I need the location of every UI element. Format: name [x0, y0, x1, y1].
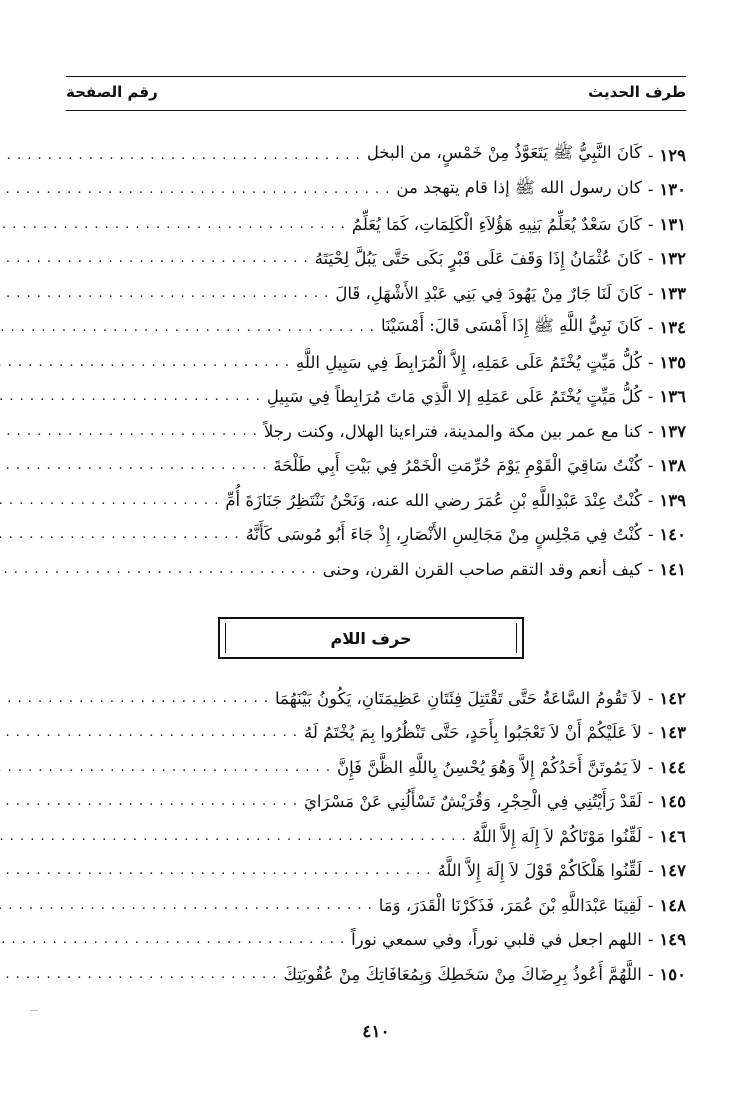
entry-leader-dots: [0, 562, 323, 577]
entry-text: كَانَ نَبِيُّ اللَّهِ ﷺ إِذَا أَمْسَى قَالَ: أَمْسَيْنَا: [380, 315, 642, 335]
entry-number: ١٤٧: [659, 861, 686, 881]
entry-leader-dots: [0, 389, 267, 404]
entry-leader-dots: [0, 182, 396, 197]
entry-text: كُلُّ مَيِّتٍ يُخْتَمُ عَلَى عَمَلِهِ، إِلاَّ الْمُرَابِطَ فِي سَبِيلِ اللَّهِ: [296, 352, 642, 372]
entry-dash: -: [647, 723, 654, 743]
entry-number: ١٤٩: [659, 930, 686, 950]
entry-text: كَانَ سَعْدٌ يُعَلِّمُ بَنِيهِ هَؤُلاَءِ الْكَلِمَاتِ، كَمَا يُعَلِّمُ: [351, 214, 642, 234]
entry-number: ١٣٨: [659, 456, 686, 476]
entry-dash: -: [647, 249, 654, 269]
header-page-number-title: رقم الصفحة: [66, 83, 158, 101]
entry-number: ١٣٦: [659, 387, 686, 407]
entry-dash: -: [647, 559, 654, 579]
entry-number: ١٢٩: [659, 145, 686, 165]
entry-text: اللهم اجعل في قلبي نوراً، وفي سمعي نوراً: [351, 930, 642, 950]
entry-number: ١٤٥: [659, 792, 686, 812]
index-entry: [66, 345, 686, 380]
entry-text: كُنْتُ سَاقِيَ الْقَوْمِ يَوْمَ حُرِّمَتِ الْخَمْرُ فِي بَيْتِ أَبِي طَلْحَةَ: [273, 456, 642, 476]
entry-text: لاَ يَمُوتَنَّ أَحَدُكُمْ إِلاَّ وَهُوَ يُحْسِنُ بِاللَّهِ الظَّنَّ فَإِنَّ: [336, 757, 642, 777]
entry-leader-dots: [0, 967, 283, 982]
entry-dash: -: [647, 352, 654, 372]
entry-text: كيف أنعم وقد التقم صاحب القرن القرن، وحنى: [322, 559, 642, 579]
index-entry: [66, 819, 686, 854]
index-entry: [66, 750, 686, 785]
margin-mark: [30, 1010, 38, 1011]
entry-leader-dots: [0, 148, 367, 163]
entries-list-kaf: [66, 138, 686, 587]
entry-number: ١٤٨: [659, 895, 686, 915]
entry-leader-dots: [0, 691, 275, 706]
entry-dash: -: [647, 387, 654, 407]
entry-number: ١٣٣: [659, 283, 686, 303]
entry-leader-dots: [0, 355, 296, 370]
entry-text: كُنْتُ عِنْدَ عَبْدِاللَّهِ بْنِ عُمَرَ رضي الله عنه، وَنَحْنُ نَنْتَظِرُ جَنَازَةَ أُمِّ: [225, 490, 642, 510]
section-banner: [218, 617, 524, 659]
entry-leader-dots: [0, 794, 304, 809]
entry-text: لَقَدْ رَأَيْتُنِي فِي الْحِجْرِ، وَقُرَيْشٌ تَسْأَلُنِي عَنْ مَسْرَايَ: [303, 792, 642, 812]
entry-number: ١٣٤: [659, 318, 686, 338]
header-hadith-title: طرف الحديث: [588, 83, 686, 101]
entry-number: ١٣٠: [659, 180, 686, 200]
header-bottom-rule: [66, 110, 686, 111]
entry-dash: -: [647, 214, 654, 234]
entry-dash: -: [647, 895, 654, 915]
entry-leader-dots: [0, 829, 473, 844]
index-entry: [66, 483, 686, 518]
index-entry: [66, 173, 686, 208]
index-entry: [66, 957, 686, 992]
entries-list-lam: [66, 681, 686, 992]
entry-text: لَقِّنُوا مَوْتَاكُمْ لاَ إِلَهَ إِلاَّ اللَّهُ: [472, 826, 642, 846]
index-entry: [66, 552, 686, 587]
entry-leader-dots: [0, 458, 273, 473]
entry-dash: -: [647, 930, 654, 950]
entry-text: لَقِينَا عَبْدَاللَّهِ بْنَ عُمَرَ، فَذَكَرْنَا الْقَدَرَ، وَمَا: [378, 895, 642, 915]
entry-text: كان رسول الله ﷺ إذا قام يتهجد من: [396, 177, 642, 197]
entry-dash: -: [647, 145, 654, 165]
index-entry: [66, 138, 686, 173]
entry-text: لاَ عَلَيْكُمْ أَنْ لاَ تَعْجَبُوا بِأَحَدٍ، حَتَّى تَنْظُرُوا بِمَ يُخْتَمُ لَهُ: [304, 723, 642, 743]
entry-number: ١٤٤: [659, 757, 686, 777]
entry-leader-dots: [0, 251, 315, 266]
entry-text: كنا مع عمر بين مكة والمدينة، فتراءينا الهلال، وكنت رجلاً: [263, 421, 642, 441]
entry-number: ١٣٧: [659, 421, 686, 441]
index-entry: [66, 681, 686, 716]
entry-dash: -: [647, 757, 654, 777]
entry-number: ١٤٦: [659, 826, 686, 846]
entry-dash: -: [647, 688, 654, 708]
entry-dash: -: [647, 318, 654, 338]
index-entry: [66, 449, 686, 484]
entry-text: كُلُّ مَيِّتٍ يُخْتَمُ عَلَى عَمَلِهِ إلا الَّذِي مَاتَ مُرَابِطاً فِي سَبِيلِ: [266, 387, 642, 407]
entry-text: لاَ تَقُومُ السَّاعَةُ حَتَّى تَقْتَتِلَ فِئَتَانِ عَظِيمَتَانِ، يَكُونُ بَيْنَهُمَا: [275, 688, 642, 708]
entry-dash: -: [647, 490, 654, 510]
entry-number: ١٣٩: [659, 490, 686, 510]
page-number: ٤١٠: [362, 1022, 390, 1042]
entry-number: ١٤٢: [659, 688, 686, 708]
entry-leader-dots: [0, 527, 246, 542]
entry-leader-dots: [0, 898, 379, 913]
entry-leader-dots: [0, 932, 351, 947]
index-entry: [66, 785, 686, 820]
entry-text: كَانَ عُثْمَانُ إِذَا وَقَفَ عَلَى قَبْرٍ بَكَى حَتَّى يَبُلَّ لِحْيَتَهُ: [314, 249, 642, 269]
index-entry: [66, 923, 686, 958]
index-entry: [66, 207, 686, 242]
index-entry: [66, 414, 686, 449]
header-top-rule: [66, 76, 686, 77]
entry-number: ١٤٣: [659, 723, 686, 743]
index-entry: [66, 888, 686, 923]
entry-dash: -: [647, 456, 654, 476]
entry-text: لَقِّنُوا هَلْكَاكُمْ قَوْلَ لاَ إِلَهَ إِلاَّ اللَّهُ: [437, 861, 642, 881]
index-entry: [66, 380, 686, 415]
entry-leader-dots: [0, 286, 335, 301]
entry-number: ١٤١: [659, 559, 686, 579]
entry-number: ١٣١: [659, 214, 686, 234]
index-entry: [66, 311, 686, 346]
entry-text: كَانَ النَّبِيُّ ﷺ يَتَعَوَّذُ مِنْ خَمْسٍ، من البخل: [366, 143, 642, 163]
entry-number: ١٣٥: [659, 352, 686, 372]
section-banner-title: حرف اللام: [330, 628, 412, 648]
entry-leader-dots: [0, 863, 438, 878]
index-entry: [66, 276, 686, 311]
entry-number: ١٤٠: [659, 525, 686, 545]
index-entry: [66, 854, 686, 889]
page-header: [66, 78, 686, 106]
entry-text: كُنْتُ فِي مَجْلِسٍ مِنْ مَجَالِسِ الأَنْصَارِ، إِذْ جَاءَ أَبُو مُوسَى كَأَنَّهُ: [245, 525, 642, 545]
entry-leader-dots: [0, 424, 264, 439]
entry-leader-dots: [0, 760, 337, 775]
entry-leader-dots: [0, 725, 304, 740]
entry-dash: -: [647, 525, 654, 545]
entry-dash: -: [647, 792, 654, 812]
entry-dash: -: [647, 283, 654, 303]
entry-dash: -: [647, 826, 654, 846]
entry-text: كَانَ لَنَا جَارٌ مِنْ يَهُودَ فِي بَنِي عَبْدِ الأَشْهَلِ، قَالَ: [335, 283, 642, 303]
entry-dash: -: [647, 180, 654, 200]
entry-text: اللَّهُمَّ أَعُوذُ بِرِضَاكَ مِنْ سَخَطِكَ وَبِمُعَافَاتِكَ مِنْ عُقُوبَتِكَ: [283, 964, 642, 984]
entry-number: ١٥٠: [659, 964, 686, 984]
index-entry: [66, 716, 686, 751]
index-entry: [66, 518, 686, 553]
entry-dash: -: [647, 964, 654, 984]
entry-leader-dots: [0, 493, 225, 508]
entry-dash: -: [647, 421, 654, 441]
entry-leader-dots: [0, 320, 381, 335]
entry-dash: -: [647, 861, 654, 881]
index-entry: [66, 242, 686, 277]
entry-number: ١٣٢: [659, 249, 686, 269]
entry-leader-dots: [0, 217, 352, 232]
